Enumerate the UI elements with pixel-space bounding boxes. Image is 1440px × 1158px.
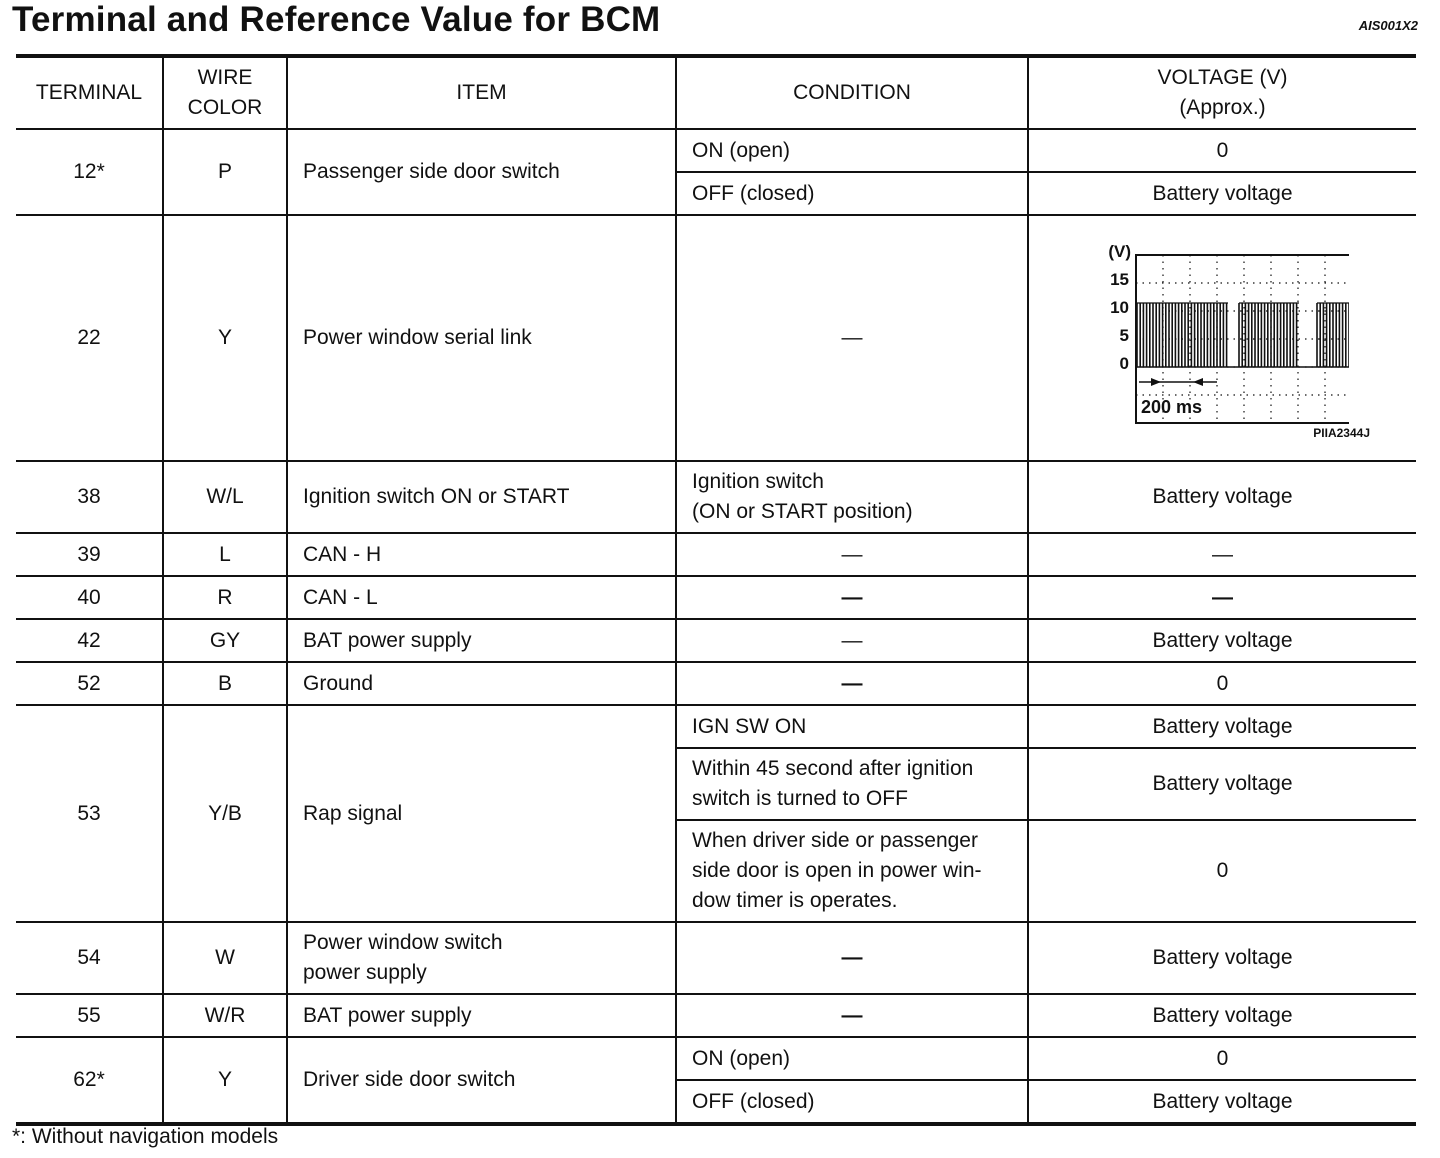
voltage-cell: 0 xyxy=(1028,820,1416,922)
header-item: ITEM xyxy=(287,58,676,129)
voltage-cell: 0 xyxy=(1028,129,1416,172)
wire-color-cell: W/R xyxy=(163,994,287,1037)
waveform-tick-5: 5 xyxy=(1119,326,1129,345)
item-cell xyxy=(287,922,676,994)
item-cell: BAT power supply xyxy=(287,619,676,662)
wire-color-cell: GY xyxy=(163,619,287,662)
condition-cell: OFF (closed) xyxy=(676,172,1028,215)
condition-line: side door is open in power win- xyxy=(692,859,982,882)
item-cell: CAN - H xyxy=(287,533,676,576)
table-row xyxy=(16,662,1416,705)
reference-code: AIS001X2 xyxy=(1358,18,1418,33)
header-wire-color xyxy=(163,58,287,129)
voltage-cell: Battery voltage xyxy=(1028,461,1416,533)
voltage-cell: Battery voltage xyxy=(1028,619,1416,662)
wire-color-cell: W xyxy=(163,922,287,994)
condition-line: switch is turned to OFF xyxy=(692,787,908,810)
header-voltage-line2: (Approx.) xyxy=(1179,96,1266,119)
page-title: Terminal and Reference Value for BCM xyxy=(12,0,661,39)
header-voltage xyxy=(1028,58,1416,129)
header-wire-color-line2: COLOR xyxy=(187,96,263,119)
table-row xyxy=(16,994,1416,1037)
waveform-tick-10: 10 xyxy=(1110,298,1129,317)
header-terminal: TERMINAL xyxy=(16,58,163,129)
terminal-cell: 12* xyxy=(16,129,163,215)
terminal-cell: 52 xyxy=(16,662,163,705)
voltage-cell: Battery voltage xyxy=(1028,172,1416,215)
table-row xyxy=(16,1037,1416,1080)
condition-cell: — xyxy=(676,662,1028,705)
item-line: power supply xyxy=(303,961,427,984)
table-row xyxy=(16,215,1416,461)
voltage-cell: — xyxy=(1028,533,1416,576)
voltage-cell: 0 xyxy=(1028,1037,1416,1080)
condition-line: Ignition switch xyxy=(692,470,824,493)
terminal-cell: 55 xyxy=(16,994,163,1037)
time-scale-arrow xyxy=(1139,378,1217,386)
condition-cell: ON (open) xyxy=(676,129,1028,172)
item-line: Power window switch xyxy=(303,931,503,954)
header-voltage-line1: VOLTAGE (V) xyxy=(1157,66,1288,89)
header-wire-color-line1: WIRE xyxy=(197,66,253,89)
pulse-burst xyxy=(1137,303,1227,367)
item-cell: Rap signal xyxy=(287,705,676,922)
table-row xyxy=(16,922,1416,994)
voltage-cell: Battery voltage xyxy=(1028,994,1416,1037)
table-row xyxy=(16,129,1416,172)
wire-color-cell: Y xyxy=(163,1037,287,1124)
item-cell: Ground xyxy=(287,662,676,705)
item-cell: Passenger side door switch xyxy=(287,129,676,215)
condition-cell: — xyxy=(676,533,1028,576)
time-scale-label: 200 ms xyxy=(1141,397,1203,417)
wire-color-cell: R xyxy=(163,576,287,619)
terminal-cell: 39 xyxy=(16,533,163,576)
pulse-burst xyxy=(1317,303,1349,367)
table-row xyxy=(16,619,1416,662)
condition-cell: — xyxy=(676,619,1028,662)
terminal-cell: 42 xyxy=(16,619,163,662)
header-condition: CONDITION xyxy=(676,58,1028,129)
voltage-cell: Battery voltage xyxy=(1028,705,1416,748)
condition-cell: ON (open) xyxy=(676,1037,1028,1080)
table-header-row xyxy=(16,58,1416,129)
terminal-cell: 54 xyxy=(16,922,163,994)
waveform-tick-0: 0 xyxy=(1119,354,1129,373)
wire-color-cell: Y/B xyxy=(163,705,287,922)
footnote: *: Without navigation models xyxy=(12,1125,279,1148)
condition-cell: — xyxy=(676,576,1028,619)
condition-cell: — xyxy=(676,215,1028,461)
condition-line: When driver side or passenger xyxy=(692,829,978,852)
item-cell: CAN - L xyxy=(287,576,676,619)
item-cell: Ignition switch ON or START xyxy=(287,461,676,533)
item-cell: Power window serial link xyxy=(287,215,676,461)
wire-color-cell: L xyxy=(163,533,287,576)
terminal-cell: 62* xyxy=(16,1037,163,1124)
pulse-burst xyxy=(1239,303,1297,367)
voltage-cell: — xyxy=(1028,576,1416,619)
condition-line: dow timer is operates. xyxy=(692,889,898,912)
item-cell: BAT power supply xyxy=(287,994,676,1037)
voltage-cell: Battery voltage xyxy=(1028,922,1416,994)
waveform-code: PIIA2344J xyxy=(1313,426,1370,440)
condition-cell: OFF (closed) xyxy=(676,1080,1028,1124)
terminal-cell: 38 xyxy=(16,461,163,533)
wire-color-cell: P xyxy=(163,129,287,215)
condition-cell: IGN SW ON xyxy=(676,705,1028,748)
waveform-graph xyxy=(1089,240,1349,425)
wire-color-cell: Y xyxy=(163,215,287,461)
terminal-reference-table xyxy=(16,58,1416,1126)
waveform-pulses xyxy=(1136,303,1349,367)
condition-line: Within 45 second after ignition xyxy=(692,757,974,780)
table-row xyxy=(16,461,1416,533)
terminal-cell: 53 xyxy=(16,705,163,922)
item-cell: Driver side door switch xyxy=(287,1037,676,1124)
table-row xyxy=(16,576,1416,619)
waveform-unit-label: (V) xyxy=(1108,242,1131,261)
table-row xyxy=(16,705,1416,748)
condition-cell xyxy=(676,820,1028,922)
wire-color-cell: B xyxy=(163,662,287,705)
voltage-cell: Battery voltage xyxy=(1028,1080,1416,1124)
terminal-cell: 22 xyxy=(16,215,163,461)
condition-line: (ON or START position) xyxy=(692,500,913,523)
condition-cell: — xyxy=(676,922,1028,994)
wire-color-cell: W/L xyxy=(163,461,287,533)
condition-cell: — xyxy=(676,994,1028,1037)
table-row xyxy=(16,533,1416,576)
waveform-cell xyxy=(1028,215,1416,461)
voltage-cell: 0 xyxy=(1028,662,1416,705)
voltage-cell: Battery voltage xyxy=(1028,748,1416,820)
condition-cell xyxy=(676,748,1028,820)
waveform-tick-15: 15 xyxy=(1110,270,1129,289)
terminal-cell: 40 xyxy=(16,576,163,619)
condition-cell xyxy=(676,461,1028,533)
